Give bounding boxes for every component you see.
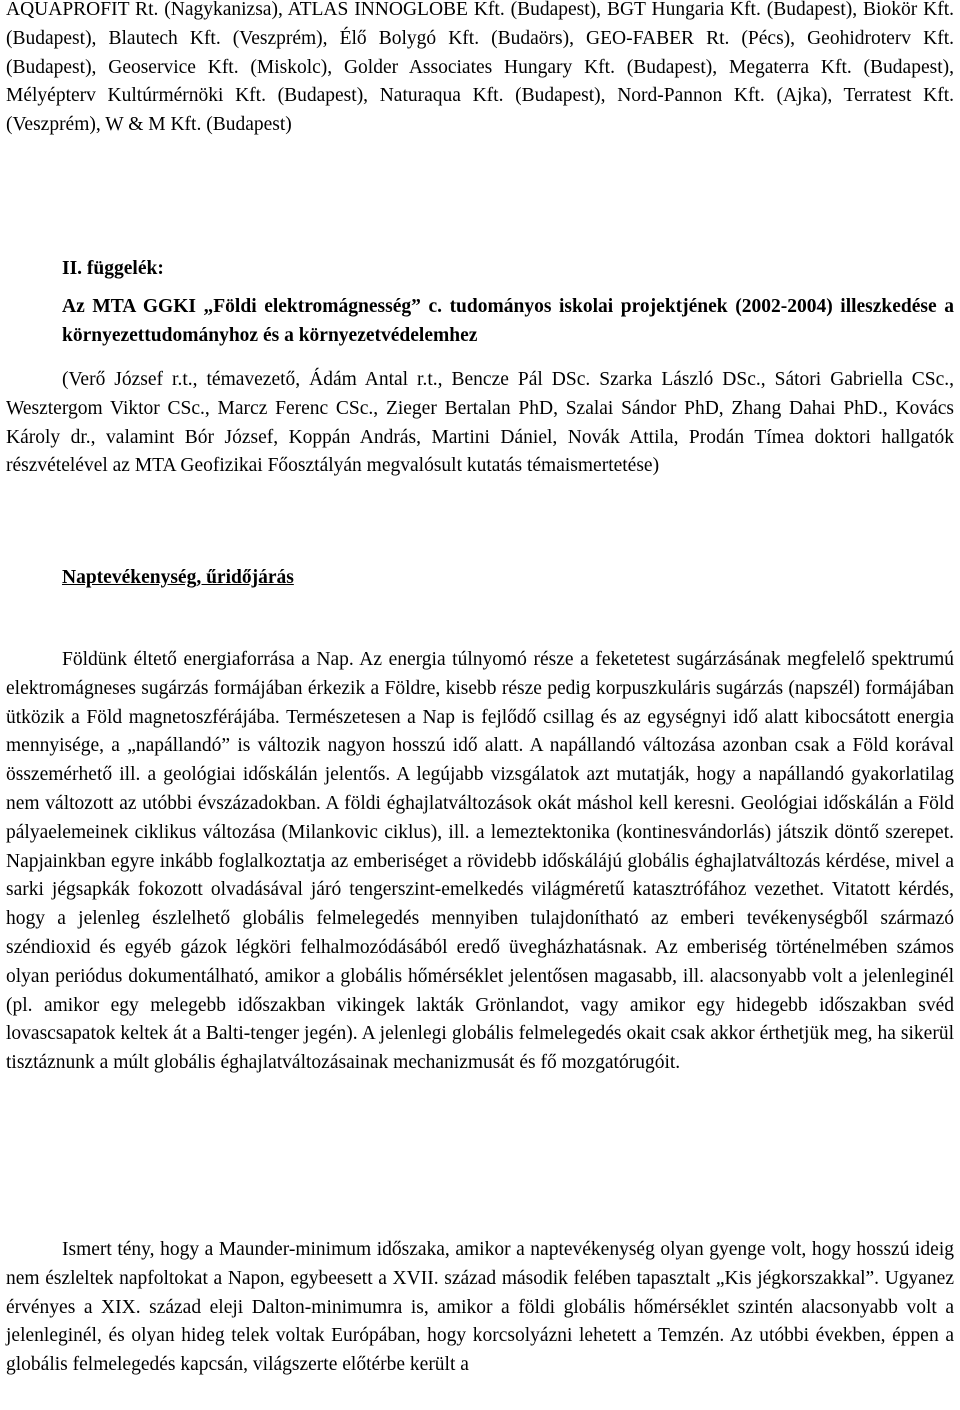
- appendix-label: II. függelék:: [62, 258, 164, 279]
- body-paragraph-1: Földünk éltető energiaforrása a Nap. Az energia túlnyomó része a feketetest sugárzásának megfelelő spektrumú elektromágneses sugárzás formájában érkezik a Földre, kisebb része pedig korpuszkuláris sugárzás (napszél) formájában ütközik a Föld magnetoszférájába. Természetesen a Nap is fejlődő csillag és az egységnyi idő alatt kibocsátott energia mennyisége, a „napállandó” is változik nagyon hosszú idő alatt. A napállandó változása azonban csak a Föld korával összemérhető ill. a geológiai időskálán jelentős. A legújabb vizsgálatok azt mutatják, hogy a napállandó gyakorlatilag nem változott az utóbbi évszázadokban. A földi éghajlatváltozások okát máshol kell keresni. Geológiai időskálán a Föld pályaelemeinek ciklikus változása (Milankovic ciklus), ill. a lemeztektonika (kontinesvándorlás) játszik döntő szerepet. Napjainkban egyre inkább foglalkoztatja az emberiséget a rövidebb időskálájú globális éghajlatváltozás kérdése, mivel a sarki jégsapkák fokozott olvadásával járó tengerszint-emelkedés világméretű katasztrófához vezethet. Vitatott kérdés, hogy a jelenleg észlelhető globális felmelegedés mennyiben tulajdonítható az emberi tevékenységből származó széndioxid és egyéb gázok légköri felhalmozódásából eredő üvegházhatásnak. Az emberiség történelmében számos olyan periódus dokumentálható, amikor a globális hőmérséklet jelentősen magasabb, ill. alacsonyabb volt a jelenleginél (pl. amikor egy melegebb időszakban vikingek lakták Grönlandot, vagy amikor egy hidegebb időszakban svéd lovascsapatok keltek át a Balti-tenger jegén). A jelenlegi globális felmelegedés okait csak akkor érthetjük meg, ha sikerül tisztáznunk a múlt globális éghajlatváltozásainak mechanizmusát és fő mozgatórugóit.: [6, 649, 954, 1074]
- body-paragraph-2: Ismert tény, hogy a Maunder-minimum időszaka, amikor a naptevékenység olyan gyenge volt, hogy hosszú ideig nem észleltek napfoltokat a Napon, egybeesett a XVII. század második felében tapasztalt „Kis jégkorszakkal”. Ugyanez érvényes a XIX. század eleji Dalton-minimumra is, amikor a földi globális hőmérséklet szintén alacsonyabb volt a jelenleginél, és olyan hideg telek voltak Európában, hogy korcsolyázni lehetett a Temzén. Az utóbbi években, éppen a globális felmelegedés kapcsán, világszerte előtérbe került a: [6, 1239, 954, 1376]
- authors-paragraph: (Verő József r.t., témavezető, Ádám Antal r.t., Bencze Pál DSc. Szarka László DSc., Sátori Gabriella CSc., Wesztergom Viktor CSc., Marcz Ferenc CSc., Zieger Bertalan PhD, Szalai Sándor PhD, Zhang Dahai PhD., Kovács Károly dr., valamint Bór József, Koppán András, Martini Dániel, Novák Attila, Prodán Tímea doktori hallgatók részvételével az MTA Geofizikai Főosztályán megvalósult kutatás témaismertetése): [6, 369, 954, 477]
- company-list-paragraph: AQUAPROFIT Rt. (Nagykanizsa), ATLAS INNOGLOBE Kft. (Budapest), BGT Hungaria Kft. (Budapest), Biokör Kft. (Budapest), Blautech Kft. (Veszprém), Élő Bolygó Kft. (Budaörs), GEO-FABER Rt. (Pécs), Geohidroterv Kft. (Budapest), Geoservice Kft. (Miskolc), Golder Associates Hungary Kft. (Budapest), Megaterra Kft. (Budapest), Mélyépterv Kultúrmérnöki Kft. (Budapest), Naturaqua Kft. (Budapest), Nord-Pannon Kft. (Ajka), Terratest Kft. (Veszprém), W & M Kft. (Budapest): [6, 0, 954, 136]
- appendix-title: Az MTA GGKI „Földi elektromágnesség” c. tudományos iskolai projektjének (2002-2004) illeszkedése a környezettudományhoz és a környezetvédelemhez: [62, 296, 954, 346]
- section-heading: Naptevékenység, űridőjárás: [62, 567, 294, 588]
